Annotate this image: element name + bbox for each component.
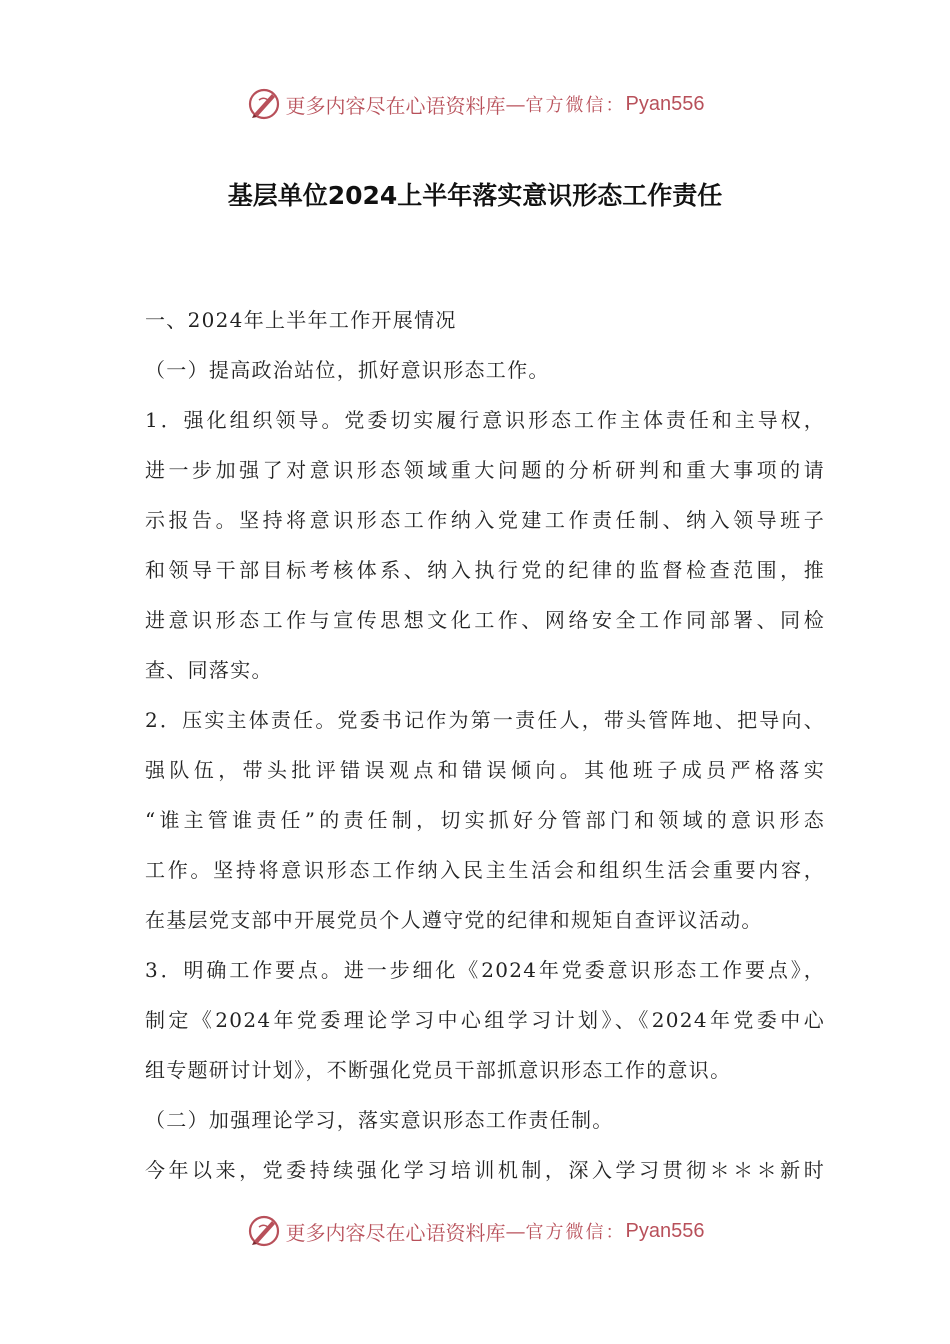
body-line: 进意识形态工作与宣传思想文化工作、网络安全工作同部署、同检 [145, 608, 825, 632]
watermark-dash: — [505, 92, 526, 116]
watermark-wechat-id: Pyan556 [625, 1219, 705, 1242]
body-line: （一）提高政治站位，抓好意识形态工作。 [145, 358, 550, 382]
pen-logo-icon [246, 86, 282, 122]
body-line: 3．明确工作要点。进一步细化《2024年党委意识形态工作要点》， [145, 958, 825, 982]
body-line: 进一步加强了对意识形态领域重大问题的分析研判和重大事项的请 [145, 458, 825, 482]
body-line: 今年以来，党委持续强化学习培训机制，深入学习贯彻＊＊＊新时 [145, 1158, 825, 1182]
body-line: 示报告。坚持将意识形态工作纳入党建工作责任制、纳入领导班子 [145, 508, 825, 532]
body-line: 在基层党支部中开展党员个人遵守党的纪律和规矩自查评议活动。 [145, 908, 763, 932]
document-body [145, 295, 825, 1195]
watermark-dash: — [505, 1219, 526, 1243]
watermark-brand: 更多内容尽在心语资料库 [285, 1220, 506, 1245]
watermark-official: 官方微信： [525, 1222, 626, 1243]
body-line: 和领导干部目标考核体系、纳入执行党的纪律的监督检查范围，推 [145, 558, 825, 582]
body-line: 组专题研讨计划》，不断强化党员干部抓意识形态工作的意识。 [145, 1058, 732, 1082]
watermark-official: 官方微信： [525, 95, 626, 116]
document-title: 基层单位2024上半年落实意识形态工作责任 [227, 181, 723, 210]
body-line: 制定《2024年党委理论学习中心组学习计划》、《2024年党委中心 [145, 1008, 825, 1032]
body-line: 2．压实主体责任。党委书记作为第一责任人，带头管阵地、把导向、 [145, 708, 825, 732]
header-watermark [0, 84, 950, 124]
body-line: 查、同落实。 [145, 658, 273, 682]
body-line: 强队伍，带头批评错误观点和错误倾向。其他班子成员严格落实 [145, 758, 825, 782]
footer-watermark [0, 1211, 950, 1251]
watermark-brand: 更多内容尽在心语资料库 [285, 93, 506, 118]
body-line: “谁主管谁责任”的责任制，切实抓好分管部门和领域的意识形态 [145, 808, 825, 832]
body-line: 1．强化组织领导。党委切实履行意识形态工作主体责任和主导权， [145, 408, 825, 432]
body-line: （二）加强理论学习，落实意识形态工作责任制。 [145, 1108, 614, 1132]
watermark-wechat-id: Pyan556 [625, 92, 705, 115]
pen-logo-icon [246, 1213, 282, 1249]
body-line: 一、2024年上半年工作开展情况 [145, 308, 457, 332]
body-line: 工作。坚持将意识形态工作纳入民主生活会和组织生活会重要内容， [145, 858, 825, 882]
